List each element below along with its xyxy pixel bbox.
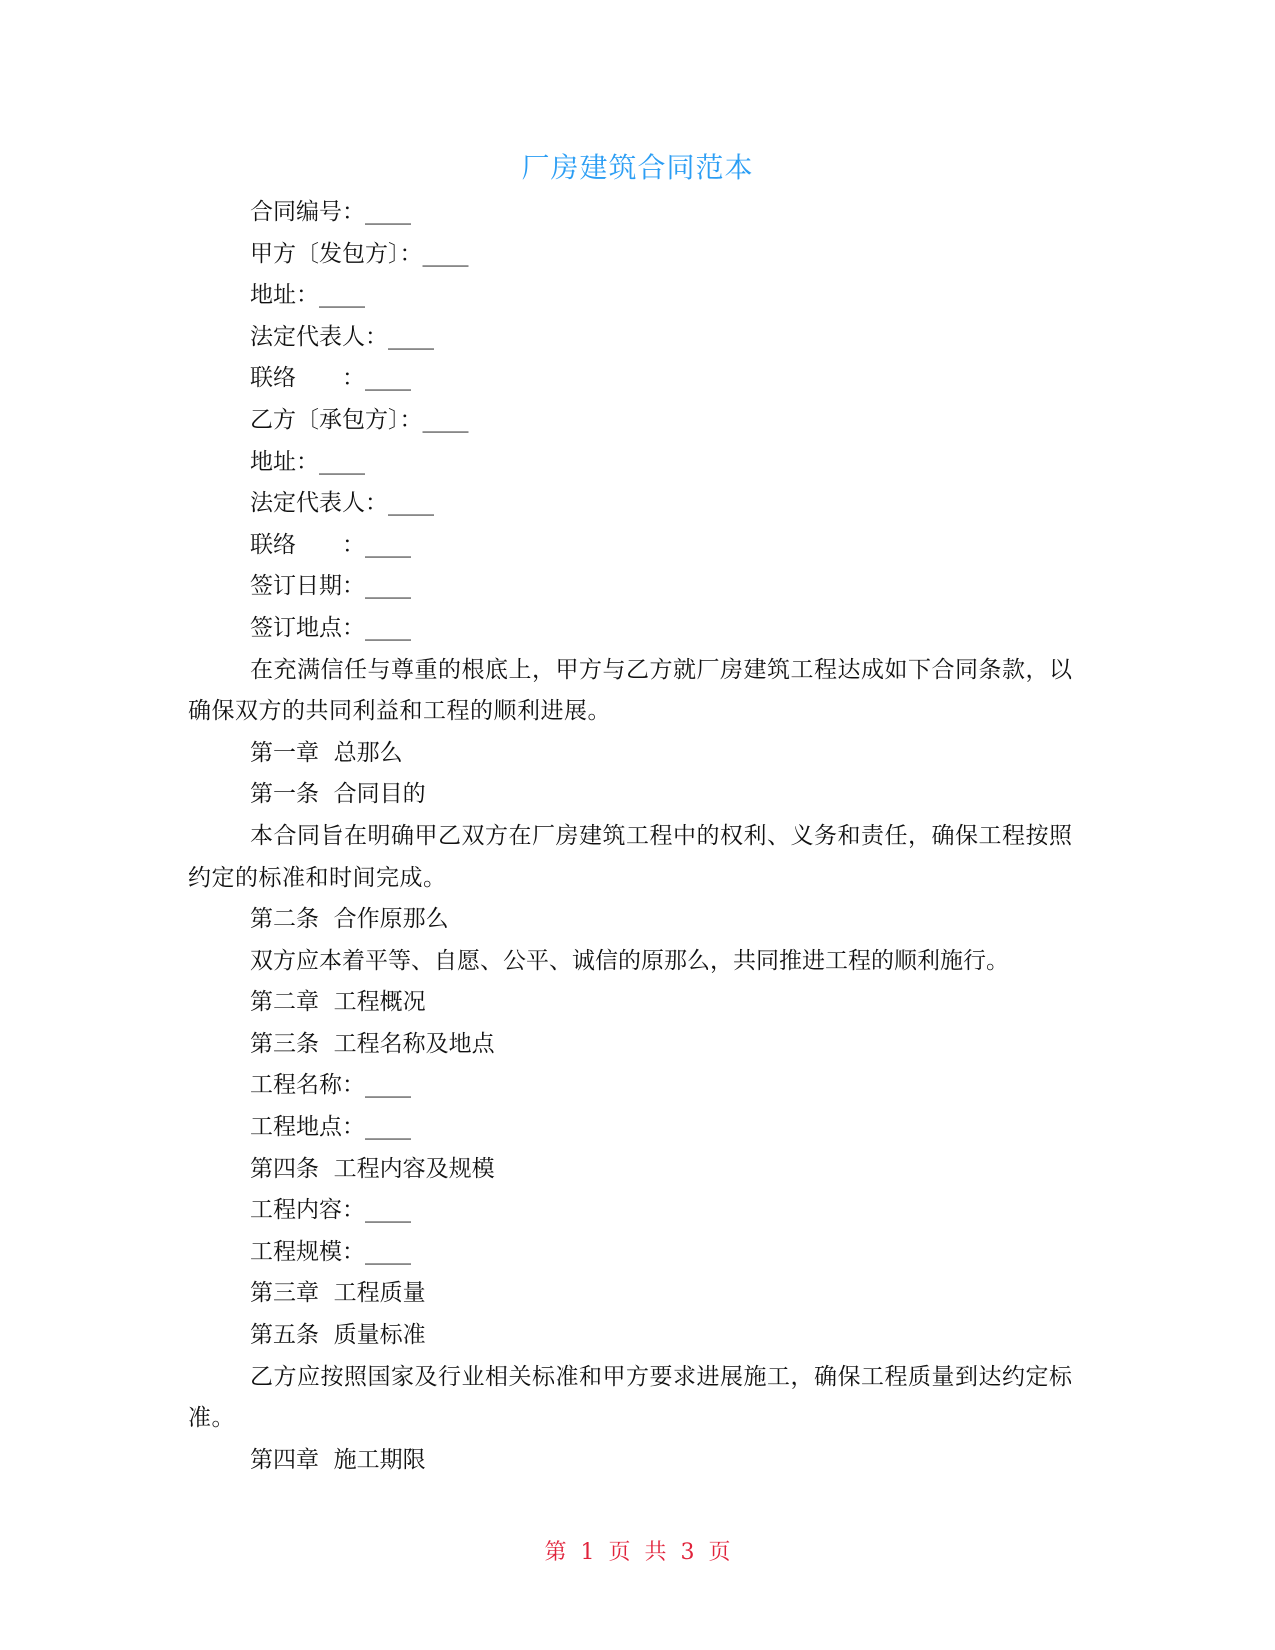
article-4-heading: 第四条 工程内容及规模 bbox=[250, 1155, 495, 1182]
signing-place-line: 签订地点：____ bbox=[250, 614, 411, 641]
party-a-address-line: 地址：____ bbox=[250, 282, 365, 309]
project-site-line: 工程地点：____ bbox=[250, 1114, 411, 1141]
party-b-line: 乙方〔承包方〕：____ bbox=[250, 406, 469, 433]
chapter-4-heading: 第四章 施工期限 bbox=[250, 1446, 426, 1473]
article-2-text: 双方应本着平等、自愿、公平、诚信的原那么，共同推进工程的顺利施行。 bbox=[250, 947, 1009, 974]
party-b-contact-line: 联络 ：____ bbox=[250, 531, 411, 558]
article-5-heading: 第五条 质量标准 bbox=[250, 1322, 426, 1349]
signing-date-line: 签订日期：____ bbox=[250, 573, 411, 600]
project-name-line: 工程名称：____ bbox=[250, 1072, 411, 1099]
chapter-2-heading: 第二章 工程概况 bbox=[250, 989, 426, 1016]
article-1-heading: 第一条 合同目的 bbox=[250, 781, 426, 808]
project-content-line: 工程内容：____ bbox=[250, 1197, 411, 1224]
document-title: 厂房建筑合同范本 bbox=[521, 151, 754, 184]
article-3-heading: 第三条 工程名称及地点 bbox=[250, 1030, 495, 1057]
party-a-representative-line: 法定代表人：____ bbox=[250, 323, 434, 350]
page-footer: 第 1 页 共 3 页 bbox=[544, 1540, 731, 1565]
chapter-3-heading: 第三章 工程质量 bbox=[250, 1280, 426, 1307]
article-1-text: 本合同旨在明确甲乙双方在厂房建筑工程中的权利、义务和责任，确保工程按照约定的标准和时间完成。 bbox=[188, 822, 1073, 891]
party-b-representative-line: 法定代表人：____ bbox=[250, 490, 434, 517]
project-scale-line: 工程规模：____ bbox=[250, 1238, 411, 1265]
contract-number-line: 合同编号：____ bbox=[250, 199, 411, 225]
document-body bbox=[188, 192, 1080, 1481]
article-2-heading: 第二条 合作原那么 bbox=[250, 906, 449, 933]
party-a-contact-line: 联络 ：____ bbox=[250, 365, 411, 392]
chapter-1-heading: 第一章 总那么 bbox=[250, 739, 403, 766]
party-b-address-line: 地址：____ bbox=[250, 448, 365, 475]
intro-paragraph: 在充满信任与尊重的根底上，甲方与乙方就厂房建筑工程达成如下合同条款，以确保双方的共同利益和工程的顺利进展。 bbox=[188, 656, 1073, 725]
article-5-text: 乙方应按照国家及行业相关标准和甲方要求进展施工，确保工程质量到达约定标准。 bbox=[188, 1363, 1073, 1432]
party-a-line: 甲方〔发包方〕：____ bbox=[250, 240, 469, 267]
